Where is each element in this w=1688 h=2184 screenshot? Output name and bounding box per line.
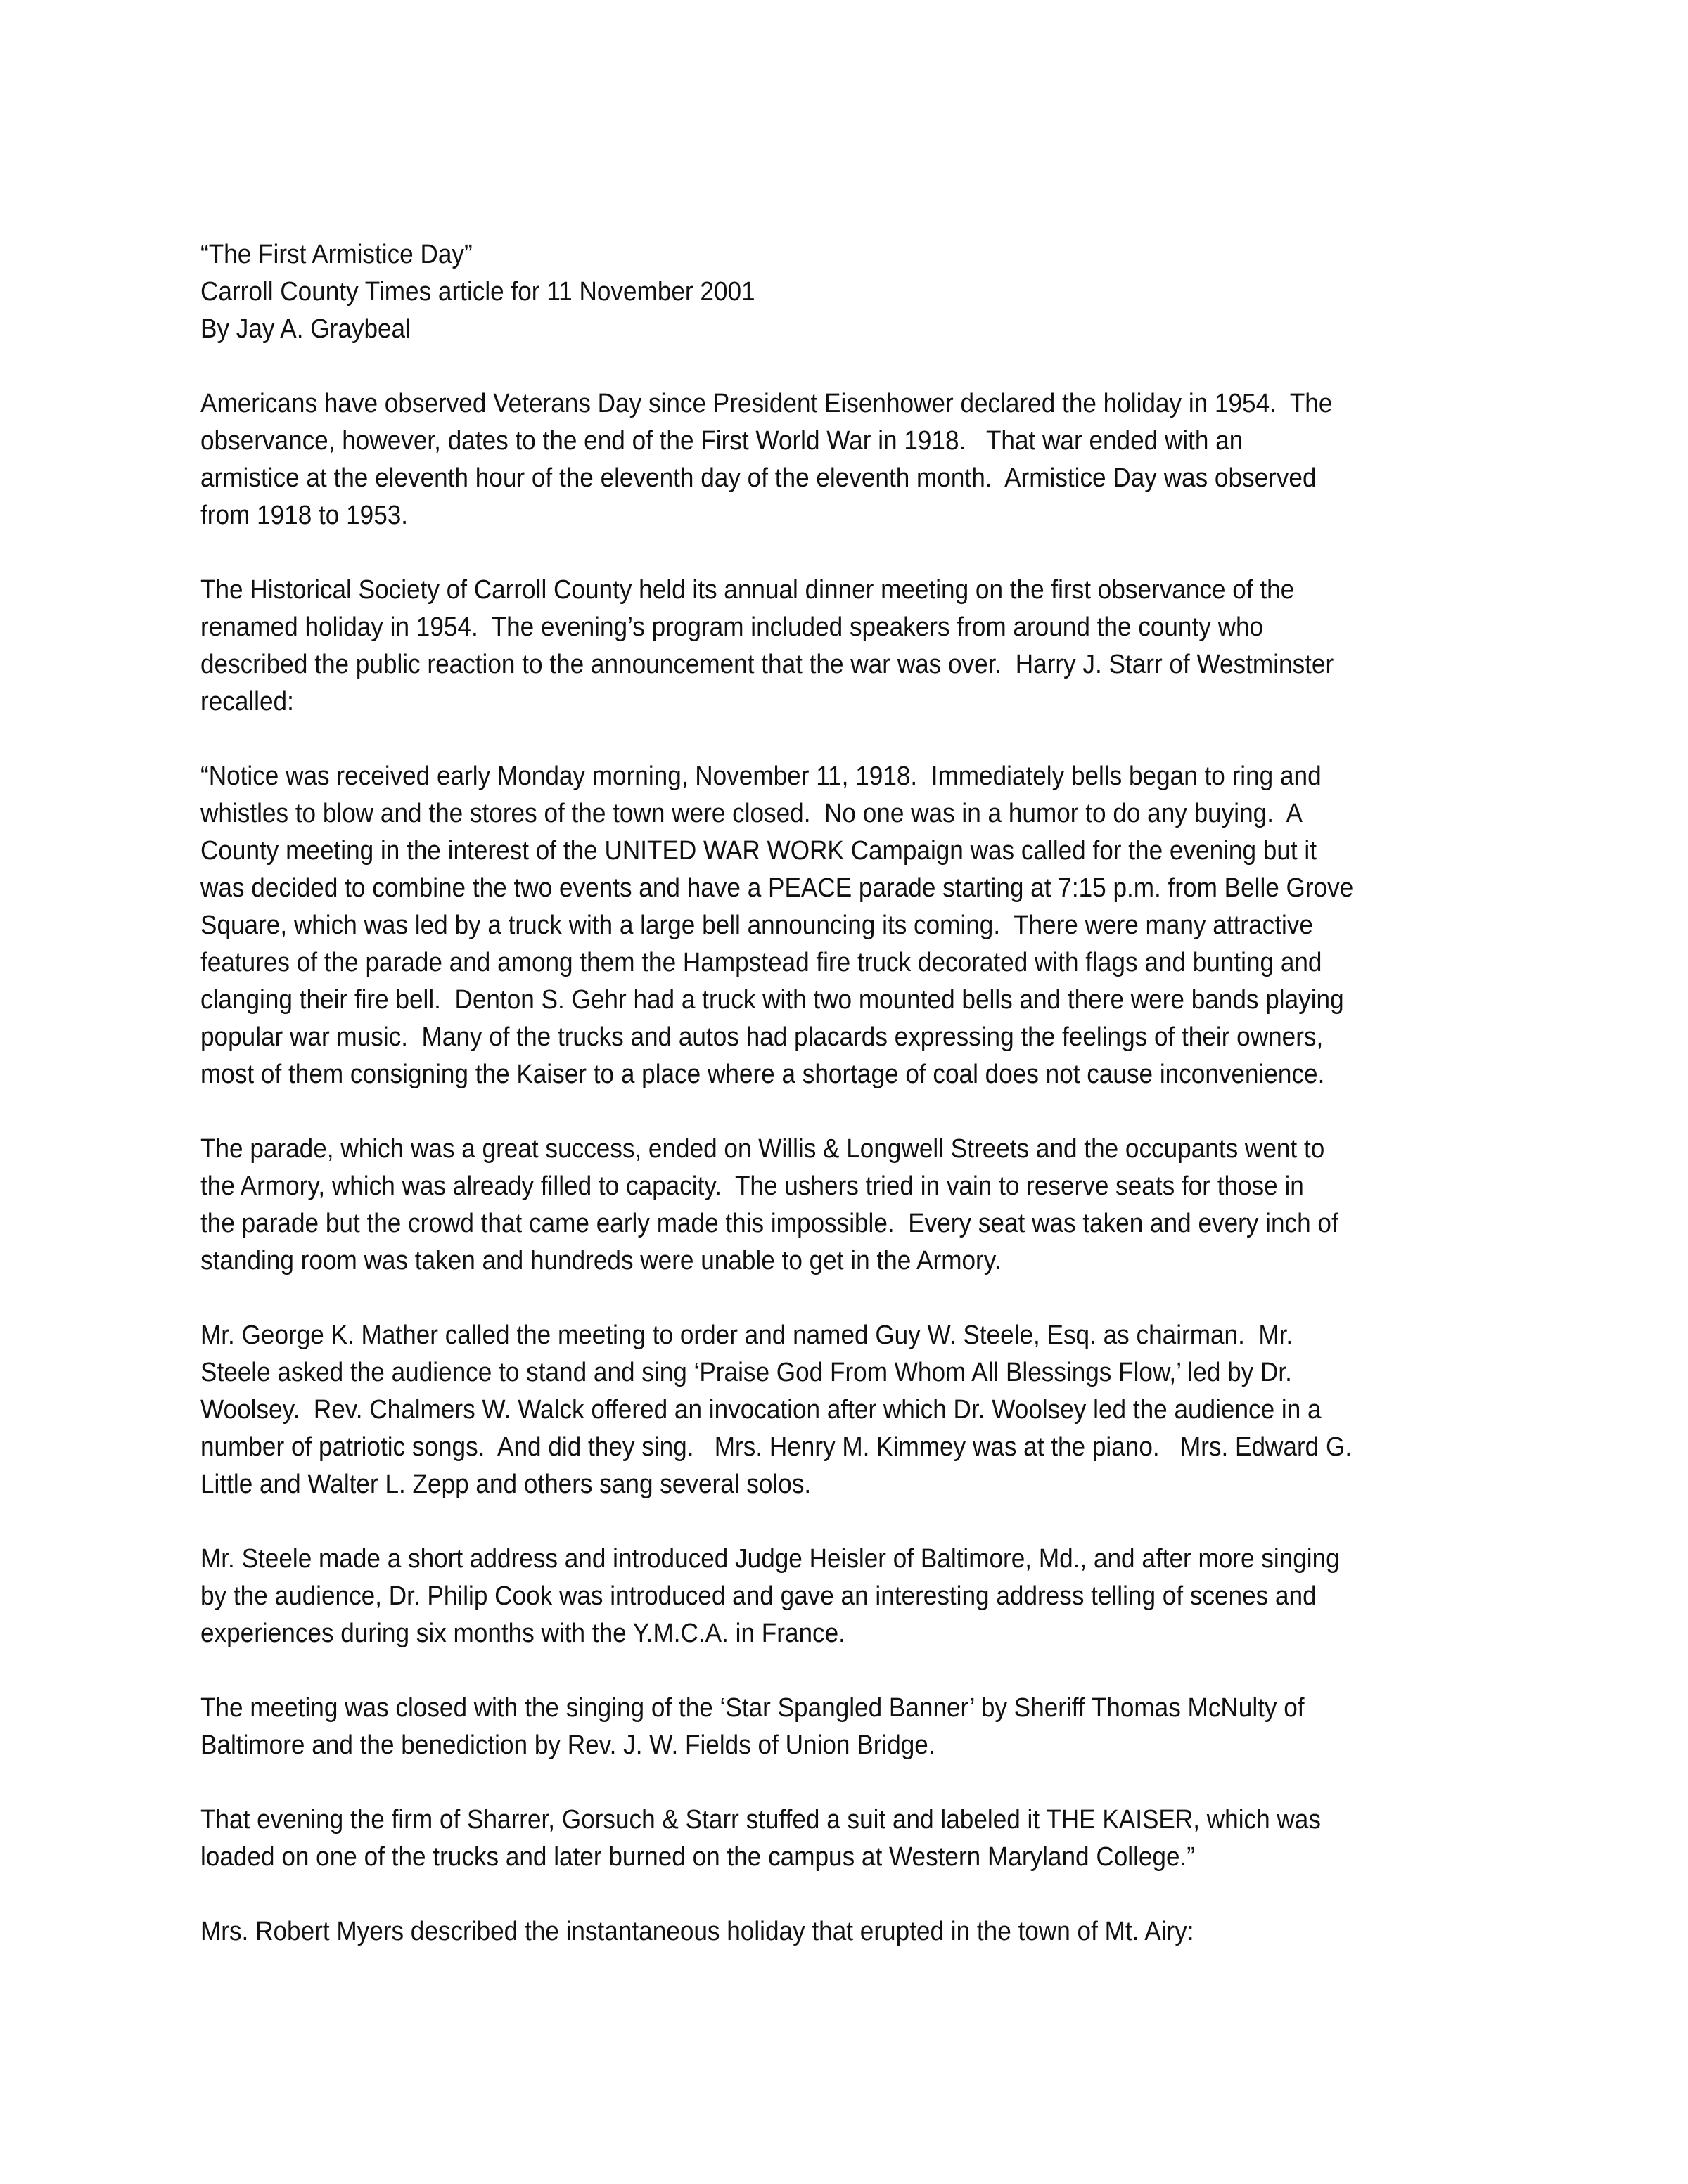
text-line: observance, however, dates to the end of the First World War in 1918. That war ended with an xyxy=(200,426,1243,456)
text-line: renamed holiday in 1954. The evening’s program included speakers from around the county who xyxy=(200,612,1264,642)
text-line: Mrs. Robert Myers described the instantaneous holiday that erupted in the town of Mt. Airy: xyxy=(200,1917,1194,1946)
text-line: described the public reaction to the announcement that the war was over. Harry J. Starr of Westminster xyxy=(200,650,1334,679)
text-line: “Notice was received early Monday morning, November 11, 1918. Immediately bells began to ring and xyxy=(200,762,1322,791)
text-line: by the audience, Dr. Philip Cook was introduced and gave an interesting address telling of scenes and xyxy=(200,1581,1317,1611)
document-page xyxy=(200,236,1523,1951)
paragraph-kaiser-effigy xyxy=(200,1801,1523,1876)
text-line: That evening the firm of Sharrer, Gorsuch & Starr stuffed a suit and labeled it THE KAISER, which was xyxy=(200,1805,1321,1835)
paragraph-quote-notice xyxy=(200,758,1523,1093)
text-line: popular war music. Many of the trucks and autos had placards expressing the feelings of their owners, xyxy=(200,1022,1324,1052)
text-line: The parade, which was a great success, ended on Willis & Longwell Streets and the occupants went to xyxy=(200,1134,1325,1164)
paragraph-meeting-order xyxy=(200,1317,1523,1503)
paragraph-parade-armory xyxy=(200,1131,1523,1280)
paragraph-meeting-closed xyxy=(200,1690,1523,1764)
text-line: The Historical Society of Carroll County held its annual dinner meeting on the first observance of the xyxy=(200,575,1295,605)
text-line: from 1918 to 1953. xyxy=(200,501,409,530)
text-line: clanging their fire bell. Denton S. Gehr had a truck with two mounted bells and there were bands playing xyxy=(200,985,1344,1015)
article-byline: By Jay A. Graybeal xyxy=(200,314,411,344)
text-line: The meeting was closed with the singing of the ‘Star Spangled Banner’ by Sheriff Thomas McNulty of xyxy=(200,1693,1305,1723)
text-line: Little and Walter L. Zepp and others sang several solos. xyxy=(200,1470,812,1499)
text-line: Woolsey. Rev. Chalmers W. Walck offered an invocation after which Dr. Woolsey led the audience in a xyxy=(200,1395,1322,1425)
paragraph-address xyxy=(200,1541,1523,1652)
text-line: County meeting in the interest of the UNITED WAR WORK Campaign was called for the evening but it xyxy=(200,836,1317,866)
text-line: the parade but the crowd that came early made this impossible. Every seat was taken and every inch of xyxy=(200,1209,1338,1238)
text-line: number of patriotic songs. And did they sing. Mrs. Henry M. Kimmey was at the piano. Mrs. Edward G. xyxy=(200,1432,1353,1462)
text-line: Steele asked the audience to stand and sing ‘Praise God From Whom All Blessings Flow,’ led by Dr. xyxy=(200,1358,1292,1387)
text-line: recalled: xyxy=(200,687,294,717)
text-line: was decided to combine the two events and have a PEACE parade starting at 7:15 p.m. from Belle Grove xyxy=(200,873,1354,903)
article-header xyxy=(200,236,1523,348)
text-line: loaded on one of the trucks and later burned on the campus at Western Maryland College.” xyxy=(200,1842,1196,1872)
text-line: Americans have observed Veterans Day since President Eisenhower declared the holiday in 1954. The xyxy=(200,389,1333,418)
paragraph-veterans-day-intro xyxy=(200,385,1523,534)
text-line: Mr. George K. Mather called the meeting to order and named Guy W. Steele, Esq. as chairman. Mr. xyxy=(200,1321,1293,1350)
text-line: most of them consigning the Kaiser to a place where a shortage of coal does not cause inconvenience. xyxy=(200,1060,1325,1089)
text-line: standing room was taken and hundreds were unable to get in the Armory. xyxy=(200,1246,1002,1276)
article-title: “The First Armistice Day” xyxy=(200,240,473,269)
text-line: armistice at the eleventh hour of the eleventh day of the eleventh month. Armistice Day was observed xyxy=(200,463,1317,493)
text-line: experiences during six months with the Y.M.C.A. in France. xyxy=(200,1619,845,1648)
text-line: whistles to blow and the stores of the town were closed. No one was in a humor to do any buying. A xyxy=(200,799,1303,828)
text-line: the Armory, which was already filled to capacity. The ushers tried in vain to reserve seats for those in xyxy=(200,1171,1304,1201)
text-line: Baltimore and the benediction by Rev. J. W. Fields of Union Bridge. xyxy=(200,1730,935,1760)
text-line: features of the parade and among them the Hampstead fire truck decorated with flags and bunting and xyxy=(200,948,1322,977)
text-line: Mr. Steele made a short address and introduced Judge Heisler of Baltimore, Md., and after more singing xyxy=(200,1544,1340,1574)
article-source: Carroll County Times article for 11 November 2001 xyxy=(200,277,755,307)
paragraph-mt-airy xyxy=(200,1913,1523,1951)
paragraph-historical-society xyxy=(200,572,1523,721)
text-line: Square, which was led by a truck with a large bell announcing its coming. There were many attractive xyxy=(200,911,1313,940)
